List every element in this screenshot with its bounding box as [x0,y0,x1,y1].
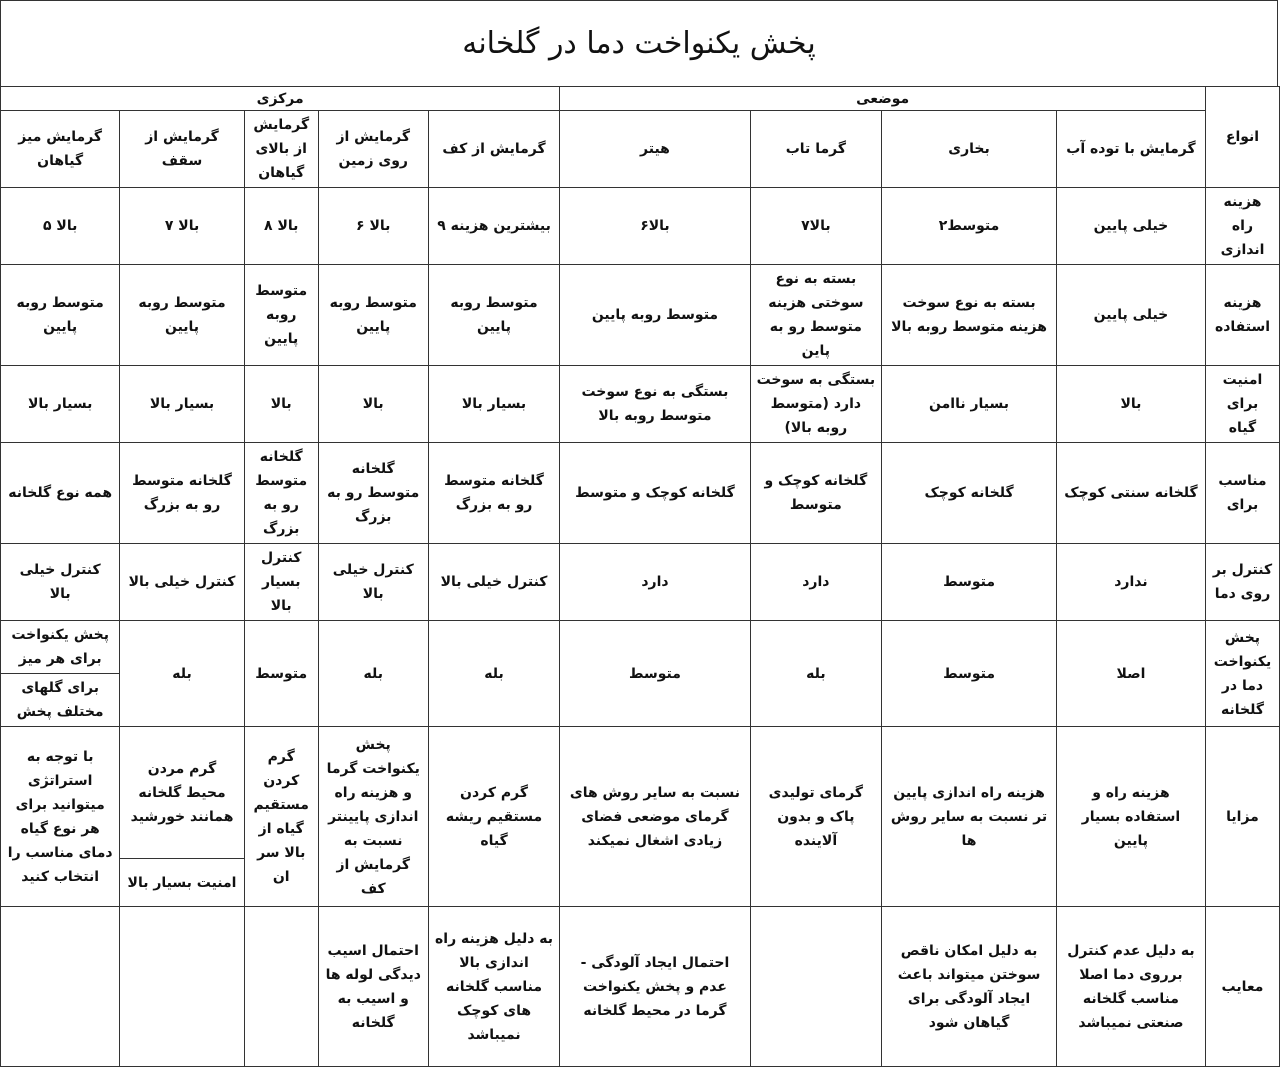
row-label-safety: امنیت برای گیاه [1205,366,1279,443]
table-cell: بله [750,621,882,727]
col-header: گرمایش از بالای گیاهان [244,111,318,188]
page-title: پخش یکنواخت دما در گلخانه [462,26,816,61]
row-label-install-cost: هزینه راه اندازی [1205,188,1279,265]
table-cell: گرم کردن مستقیم ریشه گیاه [428,727,560,907]
table-cell: کنترل خیلی بالا [1,544,120,621]
group-central: مرکزی [1,87,560,111]
table-cell: بله [120,621,244,727]
col-header: هیتر [560,111,750,188]
table-cell [244,907,318,1067]
table-cell: گرمای تولیدی پاک و بدون آلاینده [750,727,882,907]
header-types: انواع [1205,87,1279,188]
table-cell: متوسط [560,621,750,727]
table-cell: بسیار بالا [428,366,560,443]
table-cell [750,907,882,1067]
table-cell: کنترل خیلی بالا [428,544,560,621]
table-cell: متوسط روبه پایین [560,265,750,366]
col-header: گرمایش از کف [428,111,560,188]
table-cell: بستگی به نوع سوخت متوسط روبه بالا [560,366,750,443]
table-cell: گلخانه کوچک و متوسط [750,443,882,544]
table-cell: نسبت به سایر روش های گرمای موضعی فضای زیادی اشغال نمیکند [560,727,750,907]
col-header: گرما تاب [750,111,882,188]
table-cell: امنیت بسیار بالا [120,859,244,907]
table-cell: بالا ۵ [1,188,120,265]
table-cell: همه نوع گلخانه [1,443,120,544]
table-cell: متوسط [244,621,318,727]
table-cell: متوسط روبه پایین [428,265,560,366]
table-cell: گرم کردن مستقیم گیاه از بالا سر ان [244,727,318,907]
table-cell: متوسط روبه پایین [244,265,318,366]
table-cell: کنترل بسیار بالا [244,544,318,621]
table-cell: هزینه راه اندازی پایین تر نسبت به سایر روش ها [882,727,1057,907]
row-label-uniform: پخش یکنواخت دما در گلخانه [1205,621,1279,727]
table-cell: به دلیل عدم کنترل برروی دما اصلا مناسب گلخانه صنعتی نمیباشد [1056,907,1205,1067]
table-cell: گلخانه کوچک و متوسط [560,443,750,544]
table-cell: بسیار بالا [1,366,120,443]
col-header: گرمایش میز گیاهان [1,111,120,188]
table-cell: بالا ۷ [120,188,244,265]
table-cell: بله [318,621,428,727]
table-cell: به دلیل هزینه راه اندازی بالا مناسب گلخانه های کوچک نمیباشد [428,907,560,1067]
table-cell: دارد [750,544,882,621]
row-label-disadvantages: معایب [1205,907,1279,1067]
table-cell: متوسط روبه پایین [318,265,428,366]
table-cell: ندارد [1056,544,1205,621]
table-cell: بالا [318,366,428,443]
table-cell: برای گلهای مختلف پخش [1,674,120,727]
table-cell: گلخانه متوسط رو به بزرگ [120,443,244,544]
table-cell: گلخانه متوسط رو به بزرگ [244,443,318,544]
table-cell: احتمال اسیب دیدگی لوله ها و اسیب به گلخانه [318,907,428,1067]
table-cell: اصلا [1056,621,1205,727]
row-label-control: کنترل بر روی دما [1205,544,1279,621]
table-cell: کنترل خیلی بالا [120,544,244,621]
table-cell: بالا [1056,366,1205,443]
table-cell: دارد [560,544,750,621]
table-cell: گلخانه متوسط رو به بزرگ [428,443,560,544]
table-cell: متوسط۲ [882,188,1057,265]
table-cell: کنترل خیلی بالا [318,544,428,621]
table-cell: پخش یکنواخت گرما و هزینه راه اندازی پایینتر نسبت به گرمایش از کف [318,727,428,907]
table-cell: گلخانه متوسط رو به بزرگ [318,443,428,544]
table-cell: بالا ۸ [244,188,318,265]
table-cell: بالا۷ [750,188,882,265]
table-cell: بسیار بالا [120,366,244,443]
table-cell: خیلی پایین [1056,188,1205,265]
table-cell: متوسط [882,621,1057,727]
table-cell: بیشترین هزینه ۹ [428,188,560,265]
table-cell: متوسط روبه پایین [1,265,120,366]
table-cell: گلخانه کوچک [882,443,1057,544]
table-cell: بستگی به سوخت دارد (متوسط روبه بالا) [750,366,882,443]
table-cell: احتمال ایجاد آلودگی - عدم و پخش یکنواخت گرما در محیط گلخانه [560,907,750,1067]
table-cell: خیلی پایین [1056,265,1205,366]
comparison-table [0,86,1280,1067]
table-cell: بالا [244,366,318,443]
table-cell: گلخانه سنتی کوچک [1056,443,1205,544]
table-cell: بسیار ناامن [882,366,1057,443]
row-label-advantages: مزایا [1205,727,1279,907]
col-header: بخاری [882,111,1057,188]
table-cell: به دلیل امکان ناقص سوختن میتواند باعث ایجاد آلودگی برای گیاهان شود [882,907,1057,1067]
table-cell [1,907,120,1067]
table-cell: بسته به نوع سوختی هزینه متوسط رو به پاین [750,265,882,366]
title-box [0,0,1278,86]
table-cell: گرم مردن محیط گلخانه همانند خورشید [120,727,244,859]
table-cell: متوسط [882,544,1057,621]
table-cell: بله [428,621,560,727]
table-cell: با توجه به استراتژی میتوانید برای هر نوع گیاه دمای مناسب را انتخاب کنید [1,727,120,907]
table-cell: بسته به نوع سوخت هزینه متوسط روبه بالا [882,265,1057,366]
table-cell: بالا۶ [560,188,750,265]
row-label-suitable: مناسب برای [1205,443,1279,544]
table-cell: متوسط روبه پایین [120,265,244,366]
col-header: گرمایش از سقف [120,111,244,188]
col-header: گرمایش با توده آب [1056,111,1205,188]
row-label-usage-cost: هزینه استفاده [1205,265,1279,366]
col-header: گرمایش از روی زمین [318,111,428,188]
table-cell: هزینه راه و استفاده بسیار پایین [1056,727,1205,907]
table-cell: بالا ۶ [318,188,428,265]
group-local: موضعی [560,87,1206,111]
table-cell [120,907,244,1067]
table-cell: پخش یکنواخت برای هر میز [1,621,120,674]
